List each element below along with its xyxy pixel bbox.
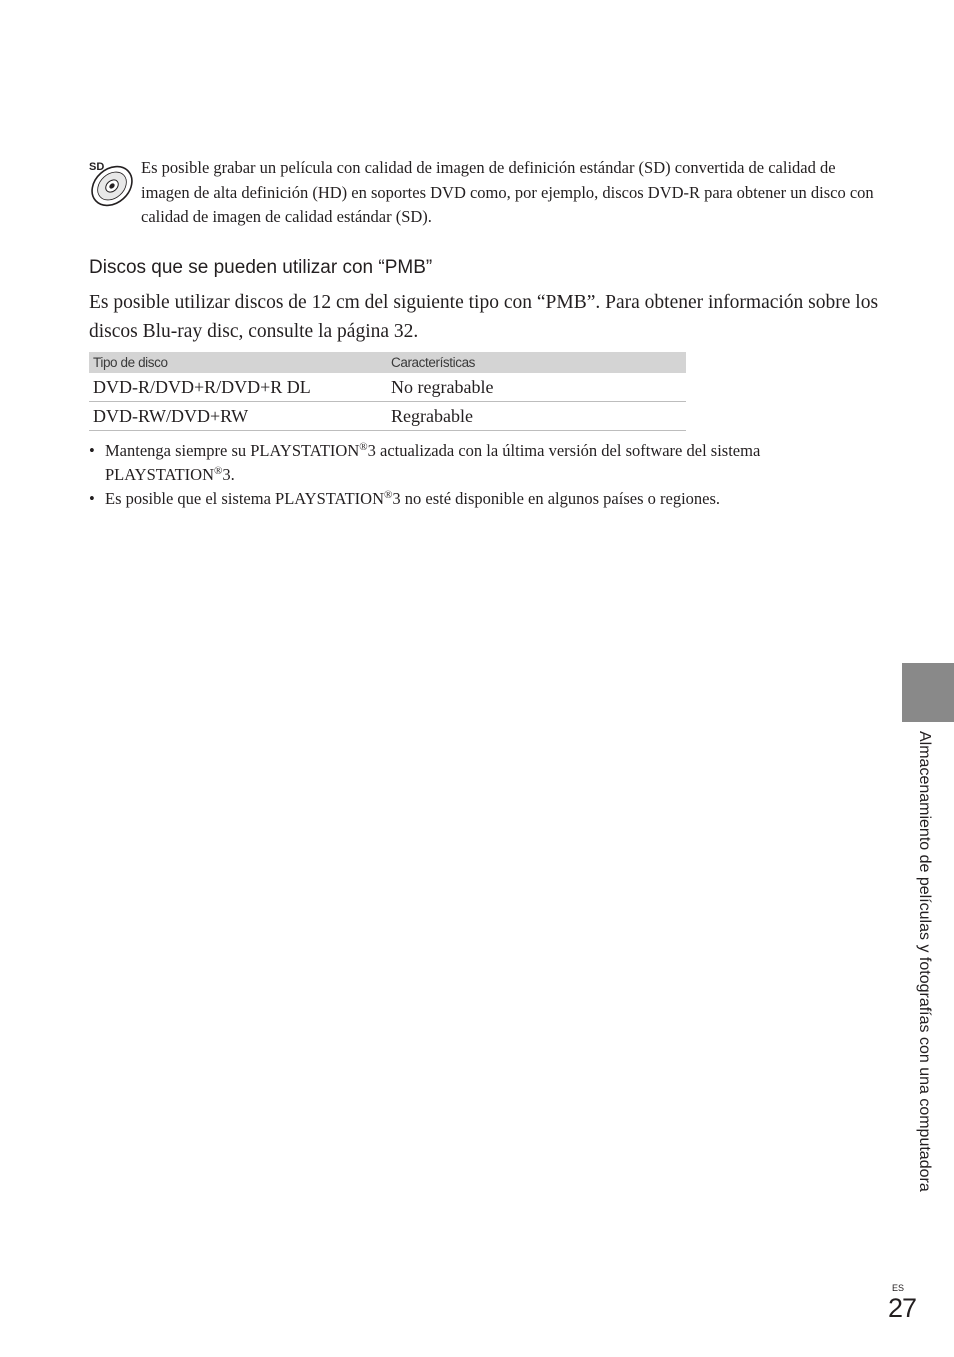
chapter-tab	[902, 663, 954, 722]
page-number: 27	[888, 1293, 917, 1323]
registered-mark: ®	[359, 441, 368, 453]
note-text: Es posible grabar un película con calidad de imagen de definición estándar (SD) convertida de calidad de imagen de alta definición (HD) en soportes DVD como, por ejemplo, discos DVD-R para obtener un disco con calidad de imagen de calidad estándar (SD).	[141, 158, 874, 226]
notes-list	[89, 439, 849, 511]
table-cell-disc-type: DVD-RW/DVD+RW	[89, 402, 387, 431]
table-cell-features: No regrabable	[387, 373, 686, 402]
registered-mark: ®	[214, 465, 223, 477]
table-row	[89, 402, 686, 431]
chapter-side-label: Almacenamiento de películas y fotografías con una computadora	[916, 731, 933, 1192]
table-cell-disc-type: DVD-R/DVD+R/DVD+R DL	[89, 373, 387, 402]
sd-disc-icon	[88, 156, 138, 208]
sd-badge-text: SD	[89, 161, 105, 173]
table-header-disc-type: Tipo de disco	[89, 352, 387, 373]
language-code: ES	[892, 1283, 905, 1293]
table-cell-features: Regrabable	[387, 402, 686, 431]
table-row	[89, 373, 686, 402]
section-intro: Es posible utilizar discos de 12 cm del siguiente tipo con “PMB”. Para obtener información sobre los discos Blu-ray disc, consulte la página 32.	[89, 292, 879, 342]
disc-type-table	[89, 352, 686, 431]
section-title: Discos que se pueden utilizar con “PMB”	[89, 257, 433, 278]
table-header-row	[89, 352, 686, 373]
list-item: • Mantenga siempre su PLAYSTATION®3 actualizada con la última versión del software del sistema PLAYSTATION®3.	[89, 439, 849, 487]
registered-mark: ®	[384, 489, 393, 501]
list-item: • Es posible que el sistema PLAYSTATION®3 no esté disponible en algunos países o regiones.	[89, 487, 849, 511]
table-header-features: Características	[387, 352, 686, 373]
